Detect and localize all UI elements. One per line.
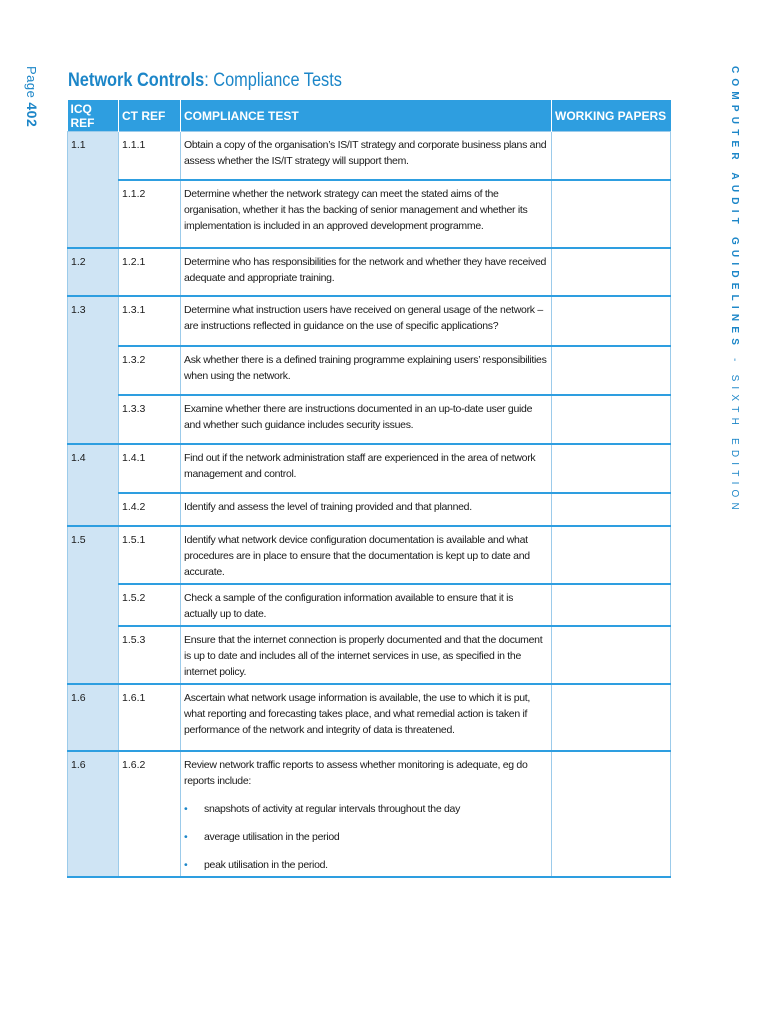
compliance-test-cell: Check a sample of the configuration information available to ensure that it is actually up to date. xyxy=(181,584,552,626)
compliance-test-cell: Determine what instruction users have received on general usage of the network – are instructions reflected in guidance on the use of specific applications? xyxy=(181,296,552,346)
table-header-row xyxy=(68,100,671,132)
compliance-test-cell: Examine whether there are instructions documented in an up-to-date user guide and whether such guidance includes security issues. xyxy=(181,395,552,444)
ct-ref-cell: 1.5.1 xyxy=(119,526,181,584)
compliance-test-cell: Ensure that the internet connection is properly documented and that the document is up to date and includes all of the internet services in use, as specified in the internet policy. xyxy=(181,626,552,684)
compliance-test-cell: Determine who has responsibilities for the network and whether they have received adequate and appropriate training. xyxy=(181,248,552,296)
icq-ref-cell: 1.4 xyxy=(68,444,119,526)
table-row xyxy=(68,346,671,395)
compliance-test-text: Review network traffic reports to assess whether monitoring is adequate, eg do reports include: xyxy=(184,758,528,787)
table-row xyxy=(68,132,671,180)
ct-ref-cell: 1.5.2 xyxy=(119,584,181,626)
header-icq-ref: ICQ REF xyxy=(68,100,119,132)
working-papers-cell xyxy=(552,684,671,751)
bullet-list xyxy=(184,801,548,873)
ct-ref-cell: 1.2.1 xyxy=(119,248,181,296)
table-row xyxy=(68,684,671,751)
table-row xyxy=(68,248,671,296)
section-title xyxy=(68,70,342,92)
table-row xyxy=(68,493,671,526)
table-row xyxy=(68,395,671,444)
compliance-test-cell: Obtain a copy of the organisation’s IS/IT strategy and corporate business plans and assess whether the IS/IT strategy will support them. xyxy=(181,132,552,180)
working-papers-cell xyxy=(552,751,671,877)
compliance-test-cell: Identify what network device configuration documentation is available and what procedures are in place to ensure that the documentation is kept up to date and accurate. xyxy=(181,526,552,584)
compliance-test-cell: Ascertain what network usage information is available, the use to which it is put, what reporting and forecasting takes place, and what remedial action is taken if performance of the network and integrity of data is threatened. xyxy=(181,684,552,751)
list-item: • snapshots of activity at regular intervals throughout the day xyxy=(184,801,548,817)
book-title: COMPUTER AUDIT GUIDELINES xyxy=(729,66,740,351)
book-title-vertical xyxy=(722,66,746,526)
list-item: • peak utilisation in the period. xyxy=(184,857,548,873)
working-papers-cell xyxy=(552,346,671,395)
icq-ref-cell: 1.5 xyxy=(68,526,119,684)
icq-ref-cell: 1.1 xyxy=(68,132,119,248)
table-row xyxy=(68,626,671,684)
icq-ref-cell: 1.3 xyxy=(68,296,119,444)
working-papers-cell xyxy=(552,248,671,296)
working-papers-cell xyxy=(552,526,671,584)
working-papers-cell xyxy=(552,395,671,444)
table-row xyxy=(68,296,671,346)
icq-ref-cell: 1.6 xyxy=(68,684,119,751)
table-row xyxy=(68,751,671,877)
ct-ref-cell: 1.1.2 xyxy=(119,180,181,248)
working-papers-cell xyxy=(552,132,671,180)
compliance-test-cell: Find out if the network administration staff are experienced in the area of network management and control. xyxy=(181,444,552,493)
ct-ref-cell: 1.3.3 xyxy=(119,395,181,444)
ct-ref-cell: 1.1.1 xyxy=(119,132,181,180)
working-papers-cell xyxy=(552,180,671,248)
book-edition: - SIXTH EDITION xyxy=(729,350,740,515)
section-title-rest: : Compliance Tests xyxy=(204,70,342,91)
compliance-test-cell: Determine whether the network strategy can meet the stated aims of the organisation, whether it has the backing of senior management and whether its implementation is included in an approved development programme. xyxy=(181,180,552,248)
table-row xyxy=(68,444,671,493)
table-row xyxy=(68,584,671,626)
working-papers-cell xyxy=(552,584,671,626)
header-working-papers: WORKING PAPERS xyxy=(552,100,671,132)
page-number: 402 xyxy=(24,102,40,128)
icq-ref-cell: 1.6 xyxy=(68,751,119,877)
section-title-bold: Network Controls xyxy=(68,70,205,91)
compliance-test-cell xyxy=(181,751,552,877)
list-item: • average utilisation in the period xyxy=(184,829,548,845)
compliance-test-cell: Identify and assess the level of training provided and that planned. xyxy=(181,493,552,526)
header-ct-ref: CT REF xyxy=(119,100,181,132)
ct-ref-cell: 1.4.1 xyxy=(119,444,181,493)
page-number-label xyxy=(14,66,44,156)
ct-ref-cell: 1.4.2 xyxy=(119,493,181,526)
ct-ref-cell: 1.6.1 xyxy=(119,684,181,751)
table-row xyxy=(68,180,671,248)
compliance-test-cell: Ask whether there is a defined training programme explaining users’ responsibilities when using the network. xyxy=(181,346,552,395)
icq-ref-cell: 1.2 xyxy=(68,248,119,296)
page-word: Page xyxy=(24,66,39,99)
ct-ref-cell: 1.6.2 xyxy=(119,751,181,877)
working-papers-cell xyxy=(552,296,671,346)
working-papers-cell xyxy=(552,493,671,526)
ct-ref-cell: 1.3.2 xyxy=(119,346,181,395)
compliance-tests-table xyxy=(67,100,671,878)
working-papers-cell xyxy=(552,626,671,684)
table-row xyxy=(68,526,671,584)
working-papers-cell xyxy=(552,444,671,493)
ct-ref-cell: 1.5.3 xyxy=(119,626,181,684)
header-compliance-test: COMPLIANCE TEST xyxy=(181,100,552,132)
ct-ref-cell: 1.3.1 xyxy=(119,296,181,346)
